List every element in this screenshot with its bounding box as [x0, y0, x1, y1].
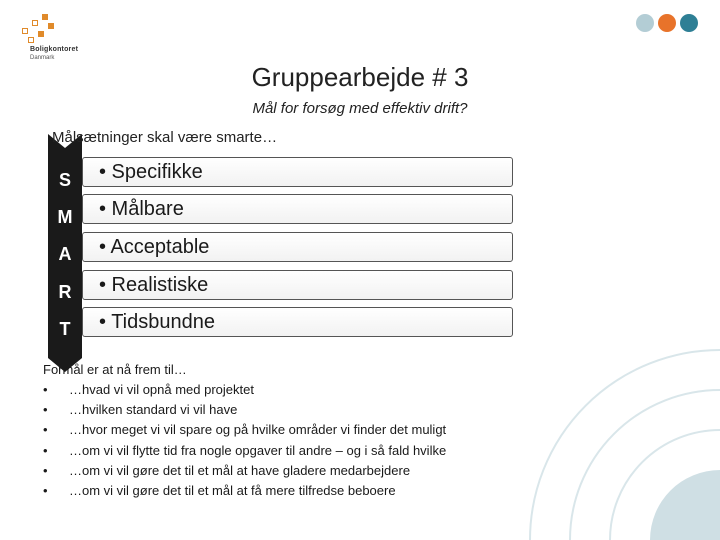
bullet: • [43, 462, 48, 478]
smart-letter-r: R [58, 282, 72, 302]
smart-text: • Tidsbundne [99, 311, 215, 333]
list-item-text: …om vi vil flytte tid fra nogle opgaver til andre – og i så fald hvilke [69, 442, 447, 458]
list-item-text: …om vi vil gøre det til et mål at få mere tilfredse beboere [69, 482, 396, 498]
smart-box-specifikke [82, 157, 513, 187]
bullet: • [43, 482, 48, 498]
list-item-text: …hvor meget vi vil spare og på hvilke områder vi finder det muligt [69, 422, 447, 438]
logo-name: Boligkontoret [30, 46, 79, 53]
decorative-dots [636, 12, 706, 34]
slide-subtitle: Mål for forsøg med effektiv drift? [252, 100, 468, 117]
dot-light-icon [636, 14, 654, 32]
smart-text: • Acceptable [99, 236, 210, 258]
company-logo [18, 14, 98, 64]
slide-title: Gruppearbejde # 3 [251, 62, 469, 92]
smart-box-realistiske [82, 270, 513, 300]
list-item-text: …om vi vil gøre det til et mål at have gladere medarbejdere [69, 462, 411, 478]
logo-subtitle: Danmark [30, 55, 55, 61]
smart-text: • Specifikke [99, 161, 203, 183]
bullet: • [43, 422, 48, 438]
smart-text: • Realistiske [99, 274, 209, 296]
bullet: • [43, 442, 48, 458]
smart-letter-s: S [58, 170, 71, 190]
smart-letter-a: A [58, 244, 72, 264]
smart-box-acceptable [82, 232, 513, 262]
dot-teal-icon [680, 14, 698, 32]
purpose-intro: Formål er at nå frem til… [43, 362, 187, 377]
smart-letter-m: M [57, 207, 73, 227]
smart-intro: Målsætninger skal være smarte… [52, 129, 278, 146]
smart-text: • Målbare [99, 198, 184, 220]
bullet: • [43, 402, 48, 418]
bullet: • [43, 382, 48, 397]
list-item-text: …hvad vi vil opnå med projektet [69, 382, 254, 397]
smart-box-maalbare [82, 194, 513, 224]
list-item-text: …hvilken standard vi vil have [69, 402, 238, 418]
smart-letter-t: T [59, 319, 71, 339]
smart-box-tidsbundne [82, 307, 513, 337]
dot-orange-icon [658, 14, 676, 32]
